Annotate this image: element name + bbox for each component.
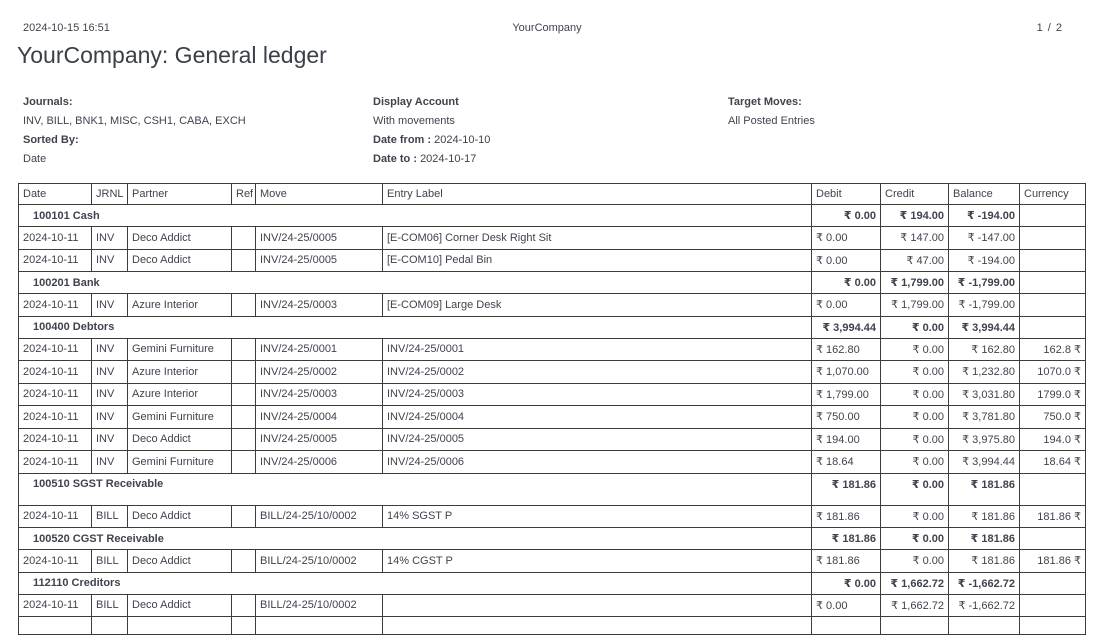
empty-cell bbox=[232, 617, 256, 635]
cell-move: INV/24-25/0006 bbox=[256, 451, 383, 474]
cell-currency bbox=[1020, 249, 1086, 272]
target-moves-value: All Posted Entries bbox=[728, 115, 815, 127]
cell-entry-label bbox=[383, 594, 812, 617]
entry-row bbox=[19, 451, 1086, 474]
cell-partner: Deco Addict bbox=[128, 428, 232, 451]
empty-cell bbox=[383, 617, 812, 635]
cell-debit: ₹ 194.00 bbox=[812, 428, 881, 451]
display-account-label: Display Account bbox=[373, 96, 459, 108]
cell-entry-label: INV/24-25/0006 bbox=[383, 451, 812, 474]
group-account-label: 100510 SGST Receivable bbox=[19, 473, 812, 505]
cell-balance: ₹ -194.00 bbox=[949, 249, 1020, 272]
group-balance-total: ₹ 181.86 bbox=[949, 473, 1020, 505]
cell-currency: 162.8 ₹ bbox=[1020, 338, 1086, 361]
group-balance-total: ₹ -194.00 bbox=[949, 205, 1020, 227]
group-account-label: 100201 Bank bbox=[19, 272, 812, 294]
cell-entry-label: INV/24-25/0005 bbox=[383, 428, 812, 451]
cell-move: INV/24-25/0003 bbox=[256, 294, 383, 317]
cell-credit: ₹ 47.00 bbox=[881, 249, 949, 272]
entry-row bbox=[19, 227, 1086, 250]
group-credit-total: ₹ 1,799.00 bbox=[881, 272, 949, 294]
entry-row bbox=[19, 594, 1086, 617]
group-credit-total: ₹ 1,662.72 bbox=[881, 572, 949, 594]
cell-partner: Azure Interior bbox=[128, 361, 232, 384]
cell-entry-label: [E-COM09] Large Desk bbox=[383, 294, 812, 317]
account-group-row bbox=[19, 528, 1086, 550]
group-debit-total: ₹ 3,994.44 bbox=[812, 316, 881, 338]
date-from-label: Date from : bbox=[373, 134, 432, 146]
cell-jrnl: BILL bbox=[92, 505, 128, 528]
cell-date: 2024-10-11 bbox=[19, 361, 92, 384]
cell-debit: ₹ 750.00 bbox=[812, 406, 881, 429]
entry-row bbox=[19, 505, 1086, 528]
cell-credit: ₹ 0.00 bbox=[881, 550, 949, 573]
account-group-row bbox=[19, 272, 1086, 294]
cell-currency bbox=[1020, 227, 1086, 250]
cell-entry-label: INV/24-25/0004 bbox=[383, 406, 812, 429]
empty-cell bbox=[949, 617, 1020, 635]
date-from-line bbox=[373, 131, 490, 150]
cell-currency: 750.0 ₹ bbox=[1020, 406, 1086, 429]
group-debit-total: ₹ 0.00 bbox=[812, 272, 881, 294]
cell-currency: 181.86 ₹ bbox=[1020, 550, 1086, 573]
empty-cell bbox=[128, 617, 232, 635]
cell-balance: ₹ -1,662.72 bbox=[949, 594, 1020, 617]
cell-ref bbox=[232, 227, 256, 250]
cell-credit: ₹ 0.00 bbox=[881, 338, 949, 361]
cell-partner: Deco Addict bbox=[128, 227, 232, 250]
cell-date: 2024-10-11 bbox=[19, 550, 92, 573]
entry-row bbox=[19, 383, 1086, 406]
empty-cell bbox=[92, 617, 128, 635]
group-currency bbox=[1020, 572, 1086, 594]
cell-currency: 1070.0 ₹ bbox=[1020, 361, 1086, 384]
cell-currency: 181.86 ₹ bbox=[1020, 505, 1086, 528]
column-header-debit: Debit bbox=[812, 184, 881, 205]
cell-partner: Gemini Furniture bbox=[128, 406, 232, 429]
date-to-value: 2024-10-17 bbox=[420, 153, 477, 165]
cell-balance: ₹ 3,994.44 bbox=[949, 451, 1020, 474]
cell-move: INV/24-25/0005 bbox=[256, 249, 383, 272]
target-moves-label: Target Moves: bbox=[728, 96, 802, 108]
group-account-label: 100400 Debtors bbox=[19, 316, 812, 338]
cell-ref bbox=[232, 294, 256, 317]
date-from-value: 2024-10-10 bbox=[434, 134, 491, 146]
cell-debit: ₹ 0.00 bbox=[812, 294, 881, 317]
cell-currency bbox=[1020, 594, 1086, 617]
cell-partner: Deco Addict bbox=[128, 505, 232, 528]
cell-move: BILL/24-25/10/0002 bbox=[256, 550, 383, 573]
group-account-label: 100101 Cash bbox=[19, 205, 812, 227]
entry-row bbox=[19, 338, 1086, 361]
empty-cell bbox=[812, 617, 881, 635]
cell-partner: Deco Addict bbox=[128, 249, 232, 272]
account-group-row bbox=[19, 316, 1086, 338]
empty-cell bbox=[19, 617, 92, 635]
general-ledger-table bbox=[18, 183, 1086, 635]
cell-ref bbox=[232, 361, 256, 384]
ledger-table-clipped bbox=[19, 617, 1086, 635]
ledger-table-body bbox=[19, 205, 1086, 617]
cell-date: 2024-10-11 bbox=[19, 428, 92, 451]
cell-move: INV/24-25/0002 bbox=[256, 361, 383, 384]
cell-ref bbox=[232, 428, 256, 451]
cell-credit: ₹ 1,662.72 bbox=[881, 594, 949, 617]
cell-currency: 18.64 ₹ bbox=[1020, 451, 1086, 474]
cell-entry-label: INV/24-25/0003 bbox=[383, 383, 812, 406]
column-header-ref: Ref bbox=[232, 184, 256, 205]
page-header bbox=[0, 22, 1094, 36]
cell-ref bbox=[232, 249, 256, 272]
group-balance-total: ₹ 181.86 bbox=[949, 528, 1020, 550]
cell-date: 2024-10-11 bbox=[19, 249, 92, 272]
cell-jrnl: INV bbox=[92, 361, 128, 384]
group-currency bbox=[1020, 473, 1086, 505]
column-header-jrnl: JRNL bbox=[92, 184, 128, 205]
filters-col-journals bbox=[23, 93, 246, 169]
cell-entry-label: 14% SGST P bbox=[383, 505, 812, 528]
cell-credit: ₹ 1,799.00 bbox=[881, 294, 949, 317]
cell-credit: ₹ 147.00 bbox=[881, 227, 949, 250]
cell-move: INV/24-25/0004 bbox=[256, 406, 383, 429]
group-currency bbox=[1020, 528, 1086, 550]
group-credit-total: ₹ 0.00 bbox=[881, 316, 949, 338]
account-group-row bbox=[19, 473, 1086, 505]
cell-jrnl: INV bbox=[92, 406, 128, 429]
cell-move: INV/24-25/0005 bbox=[256, 227, 383, 250]
company-name-header: YourCompany bbox=[512, 22, 582, 34]
group-credit-total: ₹ 0.00 bbox=[881, 528, 949, 550]
cell-currency: 1799.0 ₹ bbox=[1020, 383, 1086, 406]
report-title: YourCompany: General ledger bbox=[17, 42, 327, 68]
group-debit-total: ₹ 181.86 bbox=[812, 528, 881, 550]
cell-credit: ₹ 0.00 bbox=[881, 361, 949, 384]
cell-jrnl: INV bbox=[92, 227, 128, 250]
group-credit-total: ₹ 0.00 bbox=[881, 473, 949, 505]
cell-credit: ₹ 0.00 bbox=[881, 428, 949, 451]
cell-debit: ₹ 0.00 bbox=[812, 594, 881, 617]
entry-row bbox=[19, 361, 1086, 384]
cell-jrnl: BILL bbox=[92, 594, 128, 617]
group-balance-total: ₹ 3,994.44 bbox=[949, 316, 1020, 338]
cell-entry-label: INV/24-25/0002 bbox=[383, 361, 812, 384]
column-header-balance: Balance bbox=[949, 184, 1020, 205]
cell-date: 2024-10-11 bbox=[19, 227, 92, 250]
cell-balance: ₹ 181.86 bbox=[949, 505, 1020, 528]
entry-row bbox=[19, 249, 1086, 272]
group-currency bbox=[1020, 272, 1086, 294]
cell-partner: Gemini Furniture bbox=[128, 338, 232, 361]
cell-balance: ₹ 3,975.80 bbox=[949, 428, 1020, 451]
cell-jrnl: INV bbox=[92, 451, 128, 474]
cell-balance: ₹ 3,781.80 bbox=[949, 406, 1020, 429]
cell-ref bbox=[232, 505, 256, 528]
cell-partner: Azure Interior bbox=[128, 383, 232, 406]
empty-cell bbox=[1020, 617, 1086, 635]
cell-entry-label: [E-COM10] Pedal Bin bbox=[383, 249, 812, 272]
account-group-row bbox=[19, 572, 1086, 594]
cell-debit: ₹ 0.00 bbox=[812, 249, 881, 272]
clipped-next-row bbox=[19, 617, 1086, 635]
cell-debit: ₹ 18.64 bbox=[812, 451, 881, 474]
print-datetime: 2024-10-15 16:51 bbox=[23, 22, 110, 34]
cell-currency bbox=[1020, 294, 1086, 317]
cell-credit: ₹ 0.00 bbox=[881, 406, 949, 429]
filters-col-display bbox=[373, 93, 490, 169]
column-header-move: Move bbox=[256, 184, 383, 205]
cell-entry-label: 14% CGST P bbox=[383, 550, 812, 573]
cell-date: 2024-10-11 bbox=[19, 505, 92, 528]
cell-balance: ₹ 3,031.80 bbox=[949, 383, 1020, 406]
entry-row bbox=[19, 294, 1086, 317]
cell-balance: ₹ -147.00 bbox=[949, 227, 1020, 250]
cell-move: BILL/24-25/10/0002 bbox=[256, 594, 383, 617]
entry-row bbox=[19, 428, 1086, 451]
journals-label: Journals: bbox=[23, 96, 73, 108]
cell-ref bbox=[232, 594, 256, 617]
date-to-label: Date to : bbox=[373, 153, 417, 165]
cell-balance: ₹ -1,799.00 bbox=[949, 294, 1020, 317]
ledger-header-row bbox=[19, 184, 1086, 205]
cell-ref bbox=[232, 383, 256, 406]
cell-debit: ₹ 0.00 bbox=[812, 227, 881, 250]
cell-credit: ₹ 0.00 bbox=[881, 383, 949, 406]
group-debit-total: ₹ 0.00 bbox=[812, 572, 881, 594]
cell-date: 2024-10-11 bbox=[19, 451, 92, 474]
cell-ref bbox=[232, 406, 256, 429]
account-group-row bbox=[19, 205, 1086, 227]
page-number: 1 / 2 bbox=[1036, 22, 1063, 34]
group-balance-total: ₹ -1,799.00 bbox=[949, 272, 1020, 294]
column-header-partner: Partner bbox=[128, 184, 232, 205]
empty-cell bbox=[256, 617, 383, 635]
column-header-credit: Credit bbox=[881, 184, 949, 205]
cell-currency: 194.0 ₹ bbox=[1020, 428, 1086, 451]
cell-balance: ₹ 1,232.80 bbox=[949, 361, 1020, 384]
sorted-by-label: Sorted By: bbox=[23, 134, 79, 146]
cell-jrnl: INV bbox=[92, 428, 128, 451]
cell-entry-label: INV/24-25/0001 bbox=[383, 338, 812, 361]
cell-credit: ₹ 0.00 bbox=[881, 451, 949, 474]
cell-balance: ₹ 181.86 bbox=[949, 550, 1020, 573]
display-account-value: With movements bbox=[373, 115, 455, 127]
column-header-date: Date bbox=[19, 184, 92, 205]
journals-value: INV, BILL, BNK1, MISC, CSH1, CABA, EXCH bbox=[23, 115, 246, 127]
cell-jrnl: INV bbox=[92, 294, 128, 317]
filters-col-target-moves bbox=[728, 93, 815, 131]
group-account-label: 100520 CGST Receivable bbox=[19, 528, 812, 550]
cell-ref bbox=[232, 451, 256, 474]
group-balance-total: ₹ -1,662.72 bbox=[949, 572, 1020, 594]
entry-row bbox=[19, 550, 1086, 573]
cell-credit: ₹ 0.00 bbox=[881, 505, 949, 528]
cell-date: 2024-10-11 bbox=[19, 594, 92, 617]
cell-jrnl: BILL bbox=[92, 550, 128, 573]
cell-debit: ₹ 1,070.00 bbox=[812, 361, 881, 384]
cell-jrnl: INV bbox=[92, 338, 128, 361]
cell-date: 2024-10-11 bbox=[19, 338, 92, 361]
cell-ref bbox=[232, 338, 256, 361]
cell-entry-label: [E-COM06] Corner Desk Right Sit bbox=[383, 227, 812, 250]
empty-cell bbox=[881, 617, 949, 635]
cell-partner: Azure Interior bbox=[128, 294, 232, 317]
cell-move: INV/24-25/0005 bbox=[256, 428, 383, 451]
group-currency bbox=[1020, 316, 1086, 338]
cell-date: 2024-10-11 bbox=[19, 383, 92, 406]
group-debit-total: ₹ 181.86 bbox=[812, 473, 881, 505]
date-to-line bbox=[373, 150, 490, 169]
cell-partner: Gemini Furniture bbox=[128, 451, 232, 474]
cell-debit: ₹ 181.86 bbox=[812, 505, 881, 528]
group-credit-total: ₹ 194.00 bbox=[881, 205, 949, 227]
cell-move: BILL/24-25/10/0002 bbox=[256, 505, 383, 528]
group-debit-total: ₹ 0.00 bbox=[812, 205, 881, 227]
cell-jrnl: INV bbox=[92, 383, 128, 406]
entry-row bbox=[19, 406, 1086, 429]
cell-move: INV/24-25/0001 bbox=[256, 338, 383, 361]
cell-partner: Deco Addict bbox=[128, 550, 232, 573]
group-currency bbox=[1020, 205, 1086, 227]
cell-move: INV/24-25/0003 bbox=[256, 383, 383, 406]
cell-partner: Deco Addict bbox=[128, 594, 232, 617]
cell-date: 2024-10-11 bbox=[19, 406, 92, 429]
sorted-by-value: Date bbox=[23, 153, 47, 165]
cell-debit: ₹ 181.86 bbox=[812, 550, 881, 573]
cell-balance: ₹ 162.80 bbox=[949, 338, 1020, 361]
cell-debit: ₹ 1,799.00 bbox=[812, 383, 881, 406]
cell-debit: ₹ 162.80 bbox=[812, 338, 881, 361]
cell-date: 2024-10-11 bbox=[19, 294, 92, 317]
cell-jrnl: INV bbox=[92, 249, 128, 272]
column-header-entry-label: Entry Label bbox=[383, 184, 812, 205]
group-account-label: 112110 Creditors bbox=[19, 572, 812, 594]
cell-ref bbox=[232, 550, 256, 573]
column-header-currency: Currency bbox=[1020, 184, 1086, 205]
